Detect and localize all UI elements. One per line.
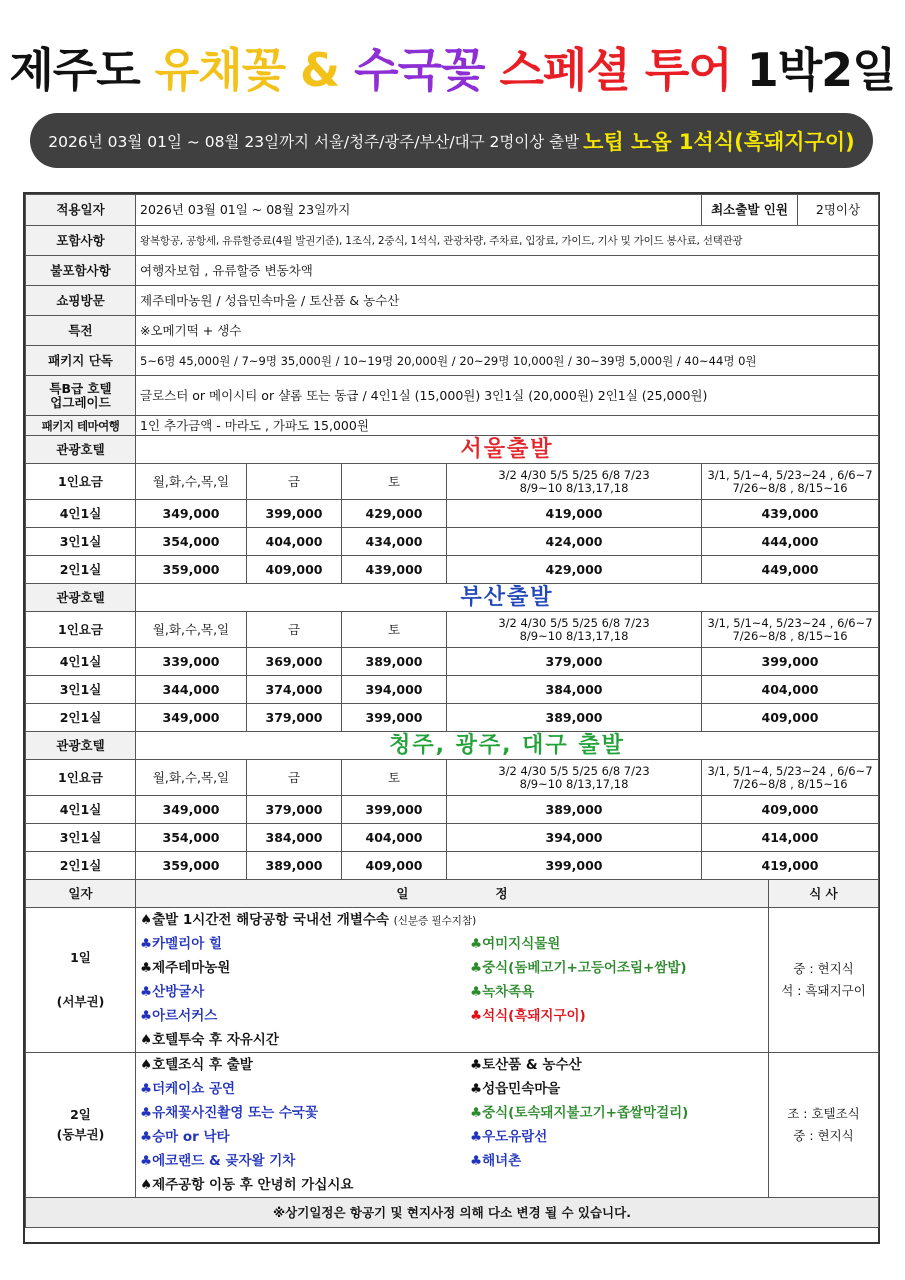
peak-dates-line1: 3/2 4/30 5/5 5/25 6/8 7/23 bbox=[498, 615, 650, 630]
price-top: 399,000 bbox=[702, 648, 879, 676]
section-header-other bbox=[26, 732, 879, 760]
theme-label: 패키지 테마여행 bbox=[26, 416, 136, 436]
day2-cell bbox=[26, 1053, 136, 1198]
price-row bbox=[26, 796, 879, 824]
day2-plan bbox=[136, 1053, 769, 1198]
price-row bbox=[26, 824, 879, 852]
room-type: 2인1실 bbox=[26, 556, 136, 584]
banner-text: 2026년 03월 01일 ~ 08월 23일까지 서울/청주/광주/부산/대구 2명이상 출발 bbox=[48, 132, 580, 151]
room-type: 3인1실 bbox=[26, 528, 136, 556]
room-type: 2인1실 bbox=[26, 852, 136, 880]
per-person-label: 1인요금 bbox=[26, 612, 136, 648]
price-header-row bbox=[26, 760, 879, 796]
price-weekday: 349,000 bbox=[136, 796, 247, 824]
day2-first-right: ♣토산품 & 농수산 bbox=[470, 1057, 582, 1073]
include-label: 포함사항 bbox=[26, 226, 136, 256]
col-plan-label: 일 정 bbox=[136, 880, 769, 908]
col-weekday: 월,화,수,목,일 bbox=[136, 612, 247, 648]
day2-item: ♣우도유람선 bbox=[470, 1129, 548, 1145]
day1-meals bbox=[769, 908, 879, 1053]
col-meal-label: 식 사 bbox=[769, 880, 879, 908]
title-part-amp: & bbox=[300, 43, 340, 97]
price-header-row bbox=[26, 612, 879, 648]
price-sat: 439,000 bbox=[342, 556, 447, 584]
price-row bbox=[26, 528, 879, 556]
room-type: 4인1실 bbox=[26, 500, 136, 528]
day1-item: ♣산방굴사 bbox=[140, 984, 205, 1000]
apply-label: 적용일자 bbox=[26, 195, 136, 226]
min-label: 최소출발 인원 bbox=[702, 195, 798, 226]
col-fri: 금 bbox=[247, 760, 342, 796]
price-top: 414,000 bbox=[702, 824, 879, 852]
footer-row bbox=[26, 1198, 879, 1228]
info-row-benefit bbox=[26, 316, 879, 346]
theme-value: 1인 추가금액 - 마라도 , 가파도 15,000원 bbox=[136, 416, 879, 436]
price-row bbox=[26, 704, 879, 732]
benefit-label: 특전 bbox=[26, 316, 136, 346]
peak-dates-line2: 8/9~10 8/13,17,18 bbox=[519, 628, 629, 643]
price-weekday: 359,000 bbox=[136, 556, 247, 584]
col-fri: 금 bbox=[247, 612, 342, 648]
per-person-label: 1인요금 bbox=[26, 760, 136, 796]
shop-value: 제주테마농원 / 성읍민속마을 / 토산품 & 농수산 bbox=[136, 286, 879, 316]
top-dates-line1: 3/1, 5/1~4, 5/23~24 , 6/6~7 bbox=[707, 763, 873, 778]
price-top: 404,000 bbox=[702, 676, 879, 704]
info-row-shopping bbox=[26, 286, 879, 316]
top-dates-line1: 3/1, 5/1~4, 5/23~24 , 6/6~7 bbox=[707, 467, 873, 482]
upgrade-label-line2: 업그레이드 bbox=[50, 394, 111, 410]
info-row-exclude bbox=[26, 256, 879, 286]
price-fri: 369,000 bbox=[247, 648, 342, 676]
min-value: 2명이상 bbox=[798, 195, 879, 226]
peak-dates-line2: 8/9~10 8/13,17,18 bbox=[519, 776, 629, 791]
day2-label: 2일 bbox=[70, 1107, 91, 1122]
day1-first-note: (신분증 필수지참) bbox=[393, 914, 477, 927]
day1-cell bbox=[26, 908, 136, 1053]
hotel-label: 관광호텔 bbox=[26, 436, 136, 464]
itinerary-header bbox=[26, 880, 879, 908]
info-row-upgrade bbox=[26, 376, 879, 416]
price-weekday: 339,000 bbox=[136, 648, 247, 676]
title-part-special: 스페셜 투어 bbox=[499, 43, 732, 97]
price-weekday: 349,000 bbox=[136, 704, 247, 732]
price-fri: 404,000 bbox=[247, 528, 342, 556]
day2-region: (동부권) bbox=[56, 1127, 105, 1142]
col-peak bbox=[447, 464, 702, 500]
price-sat: 399,000 bbox=[342, 704, 447, 732]
col-top bbox=[702, 464, 879, 500]
upgrade-label-line1: 특B급 호텔 bbox=[49, 380, 112, 396]
price-peak: 389,000 bbox=[447, 796, 702, 824]
price-weekday: 344,000 bbox=[136, 676, 247, 704]
price-fri: 379,000 bbox=[247, 796, 342, 824]
include-value: 왕복항공, 공항세, 유류할증료(4월 발권기준), 1조식, 2중식, 1석식, 관광차량, 주차료, 입장료, 가이드, 기사 및 가이드 봉사료, 선택관광 bbox=[136, 226, 879, 256]
price-sat: 399,000 bbox=[342, 796, 447, 824]
price-peak: 394,000 bbox=[447, 824, 702, 852]
price-peak: 389,000 bbox=[447, 704, 702, 732]
col-peak bbox=[447, 612, 702, 648]
exclude-value: 여행자보험 , 유류할증 변동차액 bbox=[136, 256, 879, 286]
price-sat: 404,000 bbox=[342, 824, 447, 852]
departure-cheongju-gwangju-daegu: 청주, 광주, 대구 출발 bbox=[136, 732, 879, 760]
price-header-row bbox=[26, 464, 879, 500]
price-sat: 434,000 bbox=[342, 528, 447, 556]
price-fri: 399,000 bbox=[247, 500, 342, 528]
day2-last: ♠제주공항 이동 후 안녕히 가십시요 bbox=[140, 1177, 354, 1193]
upgrade-value: 글로스터 or 메이시티 or 샬롬 또는 동급 / 4인1실 (15,000원) 3인1실 (20,000원) 2인1실 (25,000원) bbox=[136, 376, 879, 416]
col-sat: 토 bbox=[342, 612, 447, 648]
banner-highlight: 노팁 노옵 1석식(흑돼지구이) bbox=[583, 129, 855, 154]
price-row bbox=[26, 500, 879, 528]
day2-meal1: 조 : 호텔조식 bbox=[787, 1106, 860, 1121]
day1-item: ♣아르서커스 bbox=[140, 1008, 218, 1024]
title-part-hydrangea: 수국꽃 bbox=[354, 43, 485, 97]
price-row bbox=[26, 676, 879, 704]
day1-item: ♣녹차족욕 bbox=[470, 984, 535, 1000]
info-row-discount bbox=[26, 346, 879, 376]
col-top bbox=[702, 612, 879, 648]
shop-label: 쇼핑방문 bbox=[26, 286, 136, 316]
top-dates-line2: 7/26~8/8 , 8/15~16 bbox=[732, 628, 848, 643]
col-top bbox=[702, 760, 879, 796]
day1-region: (서부권) bbox=[56, 994, 105, 1009]
col-sat: 토 bbox=[342, 760, 447, 796]
info-row-include bbox=[26, 226, 879, 256]
day2-item: ♣성읍민속마을 bbox=[470, 1081, 561, 1097]
tour-table bbox=[25, 194, 879, 1228]
day2-item: ♣더케이쇼 공연 bbox=[140, 1081, 236, 1097]
day2-first: ♠호텔조식 후 출발 bbox=[140, 1057, 253, 1073]
section-header-seoul bbox=[26, 436, 879, 464]
price-top: 444,000 bbox=[702, 528, 879, 556]
price-row bbox=[26, 556, 879, 584]
price-fri: 409,000 bbox=[247, 556, 342, 584]
peak-dates-line2: 8/9~10 8/13,17,18 bbox=[519, 480, 629, 495]
departure-busan: 부산출발 bbox=[136, 584, 879, 612]
room-type: 4인1실 bbox=[26, 796, 136, 824]
poster-title bbox=[0, 34, 905, 100]
room-type: 4인1실 bbox=[26, 648, 136, 676]
price-peak: 399,000 bbox=[447, 852, 702, 880]
discount-value: 5~6명 45,000원 / 7~9명 35,000원 / 10~19명 20,000원 / 20~29명 10,000원 / 30~39명 5,000원 / 40~44명 0원 bbox=[136, 346, 879, 376]
price-fri: 374,000 bbox=[247, 676, 342, 704]
day2-item: ♣해녀촌 bbox=[470, 1153, 522, 1169]
price-top: 409,000 bbox=[702, 704, 879, 732]
peak-dates-line1: 3/2 4/30 5/5 5/25 6/8 7/23 bbox=[498, 467, 650, 482]
day1-label: 1일 bbox=[70, 950, 91, 965]
day1-first bbox=[136, 908, 768, 932]
day2-item: ♣중식(토속돼지불고기+좁쌀막걸리) bbox=[470, 1105, 689, 1121]
top-dates-line2: 7/26~8/8 , 8/15~16 bbox=[732, 480, 848, 495]
hotel-label: 관광호텔 bbox=[26, 584, 136, 612]
price-peak: 379,000 bbox=[447, 648, 702, 676]
day2-item: ♣승마 or 낙타 bbox=[140, 1129, 230, 1145]
footer-note: ※상기일정은 항공기 및 현지사정 의해 다소 변경 될 수 있습니다. bbox=[26, 1198, 879, 1228]
price-top: 409,000 bbox=[702, 796, 879, 824]
price-weekday: 354,000 bbox=[136, 824, 247, 852]
price-fri: 384,000 bbox=[247, 824, 342, 852]
itinerary-day1 bbox=[26, 908, 879, 1053]
title-part-canola: 유채꽃 bbox=[154, 43, 286, 97]
price-row bbox=[26, 648, 879, 676]
room-type: 3인1실 bbox=[26, 676, 136, 704]
day2-item: ♣유채꽃사진촬영 또는 수국꽃 bbox=[140, 1105, 318, 1121]
day1-last: ♠호텔투숙 후 자유시간 bbox=[140, 1032, 279, 1048]
price-top: 439,000 bbox=[702, 500, 879, 528]
price-sat: 409,000 bbox=[342, 852, 447, 880]
day2-plan-grid bbox=[136, 1053, 768, 1197]
price-row bbox=[26, 852, 879, 880]
tour-info-frame bbox=[23, 192, 880, 1244]
col-sat: 토 bbox=[342, 464, 447, 500]
room-type: 3인1실 bbox=[26, 824, 136, 852]
price-peak: 384,000 bbox=[447, 676, 702, 704]
col-day-label: 일자 bbox=[26, 880, 136, 908]
day1-item: ♣카멜리아 힐 bbox=[140, 936, 223, 952]
top-dates-line1: 3/1, 5/1~4, 5/23~24 , 6/6~7 bbox=[707, 615, 873, 630]
price-peak: 424,000 bbox=[447, 528, 702, 556]
departure-seoul: 서울출발 bbox=[136, 436, 879, 464]
discount-label: 패키지 단독 bbox=[26, 346, 136, 376]
info-row-theme bbox=[26, 416, 879, 436]
price-peak: 419,000 bbox=[447, 500, 702, 528]
day1-item: ♣여미지식물원 bbox=[470, 936, 561, 952]
price-sat: 394,000 bbox=[342, 676, 447, 704]
price-weekday: 354,000 bbox=[136, 528, 247, 556]
itinerary-day2 bbox=[26, 1053, 879, 1198]
title-part-jeju: 제주도 bbox=[9, 43, 140, 97]
per-person-label: 1인요금 bbox=[26, 464, 136, 500]
day1-meal1: 중 : 현지식 bbox=[793, 961, 854, 976]
section-header-busan bbox=[26, 584, 879, 612]
col-peak bbox=[447, 760, 702, 796]
price-weekday: 349,000 bbox=[136, 500, 247, 528]
col-fri: 금 bbox=[247, 464, 342, 500]
day1-first-text: ♠출발 1시간전 해당공항 국내선 개별수속 bbox=[140, 911, 389, 928]
day1-item: ♣중식(돔베고기+고등어조림+쌈밥) bbox=[470, 960, 687, 976]
price-peak: 429,000 bbox=[447, 556, 702, 584]
price-fri: 389,000 bbox=[247, 852, 342, 880]
day1-plan bbox=[136, 908, 769, 1053]
day2-meal2: 중 : 현지식 bbox=[793, 1128, 854, 1143]
day2-meals bbox=[769, 1053, 879, 1198]
col-weekday: 월,화,수,목,일 bbox=[136, 760, 247, 796]
benefit-value: ※오메기떡 + 생수 bbox=[136, 316, 879, 346]
price-sat: 429,000 bbox=[342, 500, 447, 528]
info-row-apply bbox=[26, 195, 879, 226]
price-fri: 379,000 bbox=[247, 704, 342, 732]
day1-item: ♣제주테마농원 bbox=[140, 960, 231, 976]
period-banner bbox=[30, 113, 873, 168]
day1-item: ♣석식(흑돼지구이) bbox=[470, 1008, 586, 1024]
price-top: 449,000 bbox=[702, 556, 879, 584]
day1-meal2: 석 : 흑돼지구이 bbox=[781, 983, 866, 998]
day2-item: ♣에코랜드 & 곶자왈 기차 bbox=[140, 1153, 296, 1169]
upgrade-label bbox=[26, 376, 136, 416]
day1-plan-grid bbox=[136, 908, 768, 1052]
apply-value: 2026년 03월 01일 ~ 08월 23일까지 bbox=[136, 195, 702, 226]
peak-dates-line1: 3/2 4/30 5/5 5/25 6/8 7/23 bbox=[498, 763, 650, 778]
price-sat: 389,000 bbox=[342, 648, 447, 676]
title-part-duration: 1박2일 bbox=[746, 43, 896, 97]
room-type: 2인1실 bbox=[26, 704, 136, 732]
col-weekday: 월,화,수,목,일 bbox=[136, 464, 247, 500]
price-top: 419,000 bbox=[702, 852, 879, 880]
top-dates-line2: 7/26~8/8 , 8/15~16 bbox=[732, 776, 848, 791]
exclude-label: 불포함사항 bbox=[26, 256, 136, 286]
price-weekday: 359,000 bbox=[136, 852, 247, 880]
hotel-label: 관광호텔 bbox=[26, 732, 136, 760]
